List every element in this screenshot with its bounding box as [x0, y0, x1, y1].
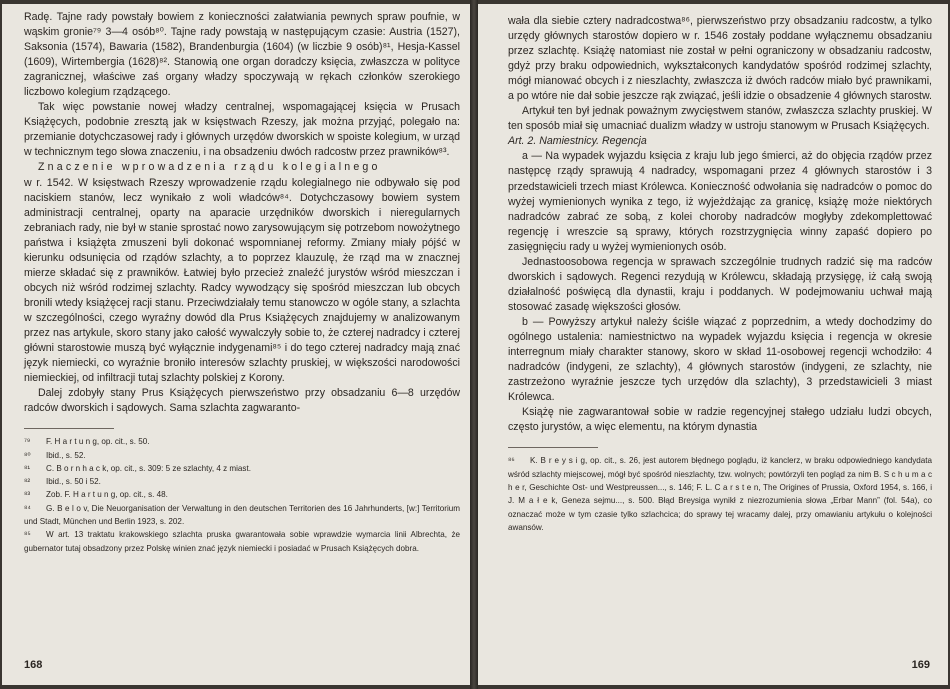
footnote: ⁸² Ibid., s. 50 i 52. [24, 477, 101, 487]
page-number-right: 169 [911, 659, 930, 671]
left-body [24, 10, 460, 416]
right-paragraph-1: wała dla siebie cztery nadradcostwa⁸⁶, pierwszeństwo przy obsadzaniu radcostw, a tylko urzędy głównych starostów dopiero w r. 1546 zostały poddane wyłącznemu obsadzaniu przez szlachtę. Książę natomiast nie został w pełni ograniczony w obsadzaniu radcostw, gdyż przy braku odpowiednich, wykształconych kandydatów spośród rodzimej szlachty, mógł mianować obcych i z nieszlachty, zwłaszcza iż dwóch radców miało być prawnikami, a po wtóre nie dał sobie jeszcze rąk związać, jeśli idzie o obsadzenie 4 głównych starostw. [508, 15, 932, 103]
footnote: ⁸¹ C. B o r n h a c k, op. cit., s. 309: 5 ze szlachty, 4 z miast. [24, 463, 251, 473]
footnote-rule [24, 428, 114, 429]
right-paragraph-3: a — Na wypadek wyjazdu księcia z kraju lub jego śmierci, aż do objęcia rządów przez następcę rządy sprawują 4 nadradcy, wspomagani przez 4 głównych starostów i 3 przedstawicieli trzech miast Królewca. Konieczność odwołania się nadradców o pomoc do wyżej wymienionych wynika z tego, iż wyjeżdżając za granicę, książę może niektórych nadradców zabrać ze sobą, z kolei choroby nadradców mogłyby zdekomplettować regencję i wreszcie są sprawy, których rozstrzygnięcia winny zapaść dopiero po zasięgnięciu rady u wyżej wymienionych osób. [508, 150, 932, 253]
footnote: ⁷⁹ F. H a r t u n g, op. cit., s. 50. [24, 437, 150, 447]
right-paragraph-5: b — Powyższy artykuł należy ściśle wiązać z poprzednim, a wtedy dochodzimy do ogólnego ustalenia: namiestnictwo na wypadek wyjazdu księcia i regencja w okresie interregnum miały charakter stanowy, skoro w skład 11-osobowej regencji wchodziło: 4 nadradców (indygeni, ze szlachty), 4 głównych starostów (indygeni, ze szlachty, nie zastrzeżono wyraźnie jeszcze tych urzędów dla szlachty), 3 przedstawicieli 3 miast Królewca. [508, 315, 932, 404]
right-page [478, 4, 948, 685]
footnote-rule [508, 447, 598, 448]
page-number-left: 168 [24, 659, 43, 671]
right-body [508, 14, 932, 435]
book-gutter [470, 0, 478, 689]
footnote: ⁸⁰ Ibid., s. 52. [24, 450, 86, 460]
left-paragraph-1: Radę. Tajne rady powstały bowiem z konieczności załatwiania pewnych spraw poufnie, w wąskim gronie⁷⁹ 3—4 osób⁸⁰. Tajne rady powstają w następującym czasie: Austria (1527), Saksonia (1574), Bawaria (1582), Brandenburgia (1604) (w liczbie 9 osób)⁸¹, Hesja-Kassel (1609), Wirtembergia (1628)⁸². Stanowią one organ doradczy księcia, zwłaszcza w polityce zagranicznej, właściwe zaś organy władzy spoczywają w rękach członków szerokiego liczbowo kolegium rządzącego. [24, 11, 460, 99]
footnote: ⁸⁶ K. B r e y s i g, op. cit., s. 26, jest autorem błędnego poglądu, iż kanclerz, w braku odpowiedniego kandydata wśród szlachty miejscowej, mógł być spośród nieszlachty, tzw. wolnych; powtórzyli ten pogląd za nim B. S c h u m a c h e r, Geschichte Ost- und Westpreussen..., s. 146; F. L. C a r s t e n, The Origines of Prussia, Oxford 1954, s. 166, i J. M a ł e k, Geneza sejmu..., s. 500. Błąd Breysiga wynikł z niezrozumienia słowa „Erbar Mann” (fol. 54a), co oznaczać może w tym czasie tylko szlachcica; do sprawy tej wracamy dalej, przy omawianiu artykułu o kolejności awansów. [508, 456, 932, 532]
right-paragraph-2: Artykuł ten był jednak poważnym zwycięstwem stanów, zwłaszcza szlachty pruskiej. W ten sposób miał się umacniać dualizm władzy w ustroju stanowym w Prusach Książęcych. [508, 105, 932, 133]
left-paragraph-2: Tak więc powstanie nowej władzy centralnej, wspomagającej księcia w Prusach Książęcych, podobnie zresztą jak w księstwach Rzeszy, jak można przyjąć, polegało na: przemianie dotychczasowej rady i głównych urzędów dworskich w spoiste kolegium, w urząd w technicznym tego słowa znaczeniu, i na obsadzeniu dwóch radcostw przez prawników⁸³. [24, 101, 460, 159]
left-paragraph-4: Dalej zdobyły stany Prus Książęcych pierwszeństwo przy obsadzaniu 6—8 urzędów radców dworskich i sądowych. Sama szlachta zagwaranto- [24, 387, 460, 415]
footnote: ⁸³ Zob. F. H a r t u n g, op. cit., s. 48. [24, 490, 168, 500]
left-page [2, 4, 470, 685]
footnote: ⁸⁵ W art. 13 traktatu krakowskiego szlachta pruska gwarantowała sobie wprawdzie wymarcia linii Albrechta, że gubernator tutaj obsadzony przez Polskę winien znać język niemiecki i posiadać w Prusach Książęcych dobra. [24, 530, 460, 553]
right-paragraph-4: Jednastoosobowa regencja w sprawach szczególnie trudnych radzić się ma radców dworskich i sądowych. Regenci rezydują w Królewcu, składają przysięgę, iż całą swoją działalność poświęcą dla dynastii, kraju i poddanych. W podejmowaniu uchwał mają stosować zasadę większości głosów. [508, 255, 932, 313]
right-footnotes [508, 454, 932, 534]
footnote: ⁸⁴ G. B e l o v, Die Neuorganisation der Verwaltung in den deutschen Territorien des 16 Jahrhunderts, [w:] Territorium und Stadt, München und Berlin 1923, s. 202. [24, 503, 460, 527]
left-footnotes [24, 435, 460, 555]
right-paragraph-6: Książę nie zagwarantował sobie w radzie regencyjnej stałego udziału ludzi obcych, często jurystów, a więc elementu, na którym dynastia [508, 406, 932, 434]
left-spaced-heading: Znaczenie wprowadzenia rządu kolegialnego [38, 161, 381, 174]
left-paragraph-3: w r. 1542. W księstwach Rzeszy wprowadzenie rządu kolegialnego nie odbywało się pod naciskiem stanów, lecz wynikało z woli władców⁸⁴. Dotychczasowy bowiem system administracji centralnej, oparty na aparacie urzędników dworskich i nieregularnych zebraniach rady, nie był w stanie sprostać nowo zarysowującym się potrzebom nowożytnego państwa i książęta zmuszeni byli dokonać wspomnianej reformy. Zmiany miały pójść w kierunku odsunięcia od rządów szlachty, a to poprzez klauzulę, że rząd ma w znacznej mierze składać się z prawników. Łatwiej było przecież znaleźć jurystów wśród mieszczan i obcych niż wśród rodzimej szlachty. Radcy wywodzący się spośród mieszczan lub obcych bronili wtedy książęcej racji stanu. Przeciwdziałały temu stanowczo w ogóle stany, a szlachta w szczególności, czego wyraźny dowód dla Prus Książęcych znajdujemy w analizowanym przez nas artykule, skoro stany jako całość wywalczyły sobie to, że czterej nadradcy i czterej główni starostowie muszą być wyłącznie indygenami⁸⁵ i do tego czterej nadradcy mają znać język niemiecki, co wyraźnie broniło interesów szlachty pruskiej, w większości narodowości niemieckiej, od infiltracji tutaj szlachty polskiej z Korony. [24, 176, 460, 385]
section-heading: Art. 2. Namiestnicy. Regencja [508, 135, 647, 148]
